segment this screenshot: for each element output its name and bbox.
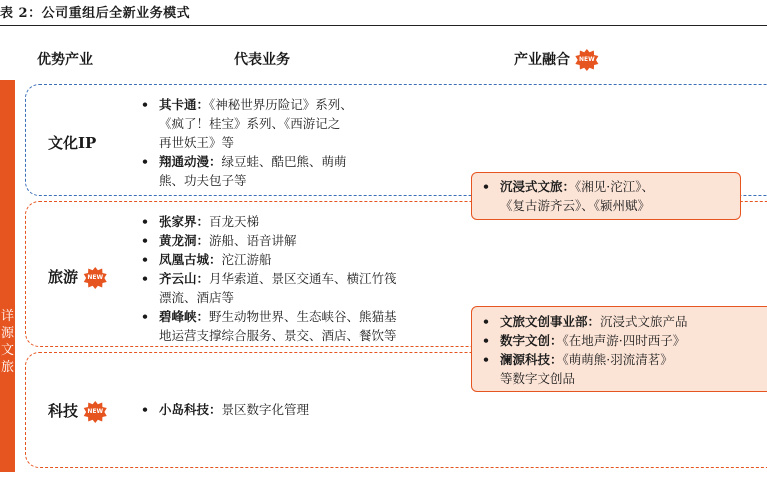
list-item: • 翔通动漫：绿豆蛙、酷巴熊、萌萌 熊、功夫包子等 xyxy=(137,152,457,190)
new-badge-icon xyxy=(83,401,107,423)
list-item: • 张家界：百龙天梯 xyxy=(137,212,477,231)
new-badge-text: NEW xyxy=(87,408,104,415)
sidebar-char: 旅 xyxy=(0,360,14,375)
list-item: • 小岛科技：景区数字化管理 xyxy=(137,400,457,419)
category-tech-label: 科技 xyxy=(48,402,79,420)
callout-immersive-tourism xyxy=(471,172,741,220)
sidebar-char: 源 xyxy=(0,326,14,341)
category-tourism-label: 旅游 xyxy=(48,268,79,286)
list-item: • 其卡通：《神秘世界历险记》系列、 《疯了！桂宝》系列、《西游记之 再世妖王》等 xyxy=(137,95,457,152)
list-item: • 澜源科技：《萌萌熊·羽流清茗》 等数字文创品 xyxy=(478,350,766,388)
new-badge-text: NEW xyxy=(579,56,595,63)
tech-list xyxy=(137,400,457,419)
list-item: • 齐云山：月华索道、景区交通车、横江竹筏 漂流、酒店等 xyxy=(137,269,477,307)
header-industry-integration xyxy=(514,49,599,71)
new-badge-icon xyxy=(575,49,599,71)
category-tourism xyxy=(48,266,107,289)
new-badge-icon xyxy=(83,267,107,289)
list-item: • 数字文创：《在地声游·四时西子》 xyxy=(478,331,766,350)
company-sidebar-label xyxy=(0,308,15,376)
header-industry-integration-label: 产业融合 xyxy=(514,52,570,68)
callout-digital-creative xyxy=(471,306,767,392)
list-item: • 黄龙洞：游船、语音讲解 xyxy=(137,231,477,250)
header-representative-business: 代表业务 xyxy=(234,52,290,68)
sidebar-char: 详 xyxy=(0,309,14,324)
list-item: • 文旅文创事业部：沉浸式文旅产品 xyxy=(478,312,766,331)
header-advantage-industry: 优势产业 xyxy=(37,52,93,68)
title-divider xyxy=(0,25,767,26)
sidebar-char: 文 xyxy=(0,343,14,358)
category-tech xyxy=(48,400,107,423)
callout-list xyxy=(478,312,766,388)
list-item: • 碧峰峡：野生动物世界、生态峡谷、熊猫基 地运营支撑综合服务、景交、酒店、餐饮等 xyxy=(137,307,477,345)
list-item: • 凤凰古城：沱江游船 xyxy=(137,250,477,269)
tourism-list xyxy=(137,212,477,345)
company-sidebar xyxy=(0,80,15,472)
new-badge-text: NEW xyxy=(87,274,104,281)
category-culture-ip: 文化IP xyxy=(48,134,97,152)
table-title: 表 2：公司重组后全新业务模式 xyxy=(0,6,191,21)
culture-ip-list xyxy=(137,95,457,190)
list-item: • 沉浸式文旅：《湘见·沱江》、 《复古游齐云》、《颍州赋》 xyxy=(478,177,734,215)
callout-list xyxy=(478,177,734,215)
